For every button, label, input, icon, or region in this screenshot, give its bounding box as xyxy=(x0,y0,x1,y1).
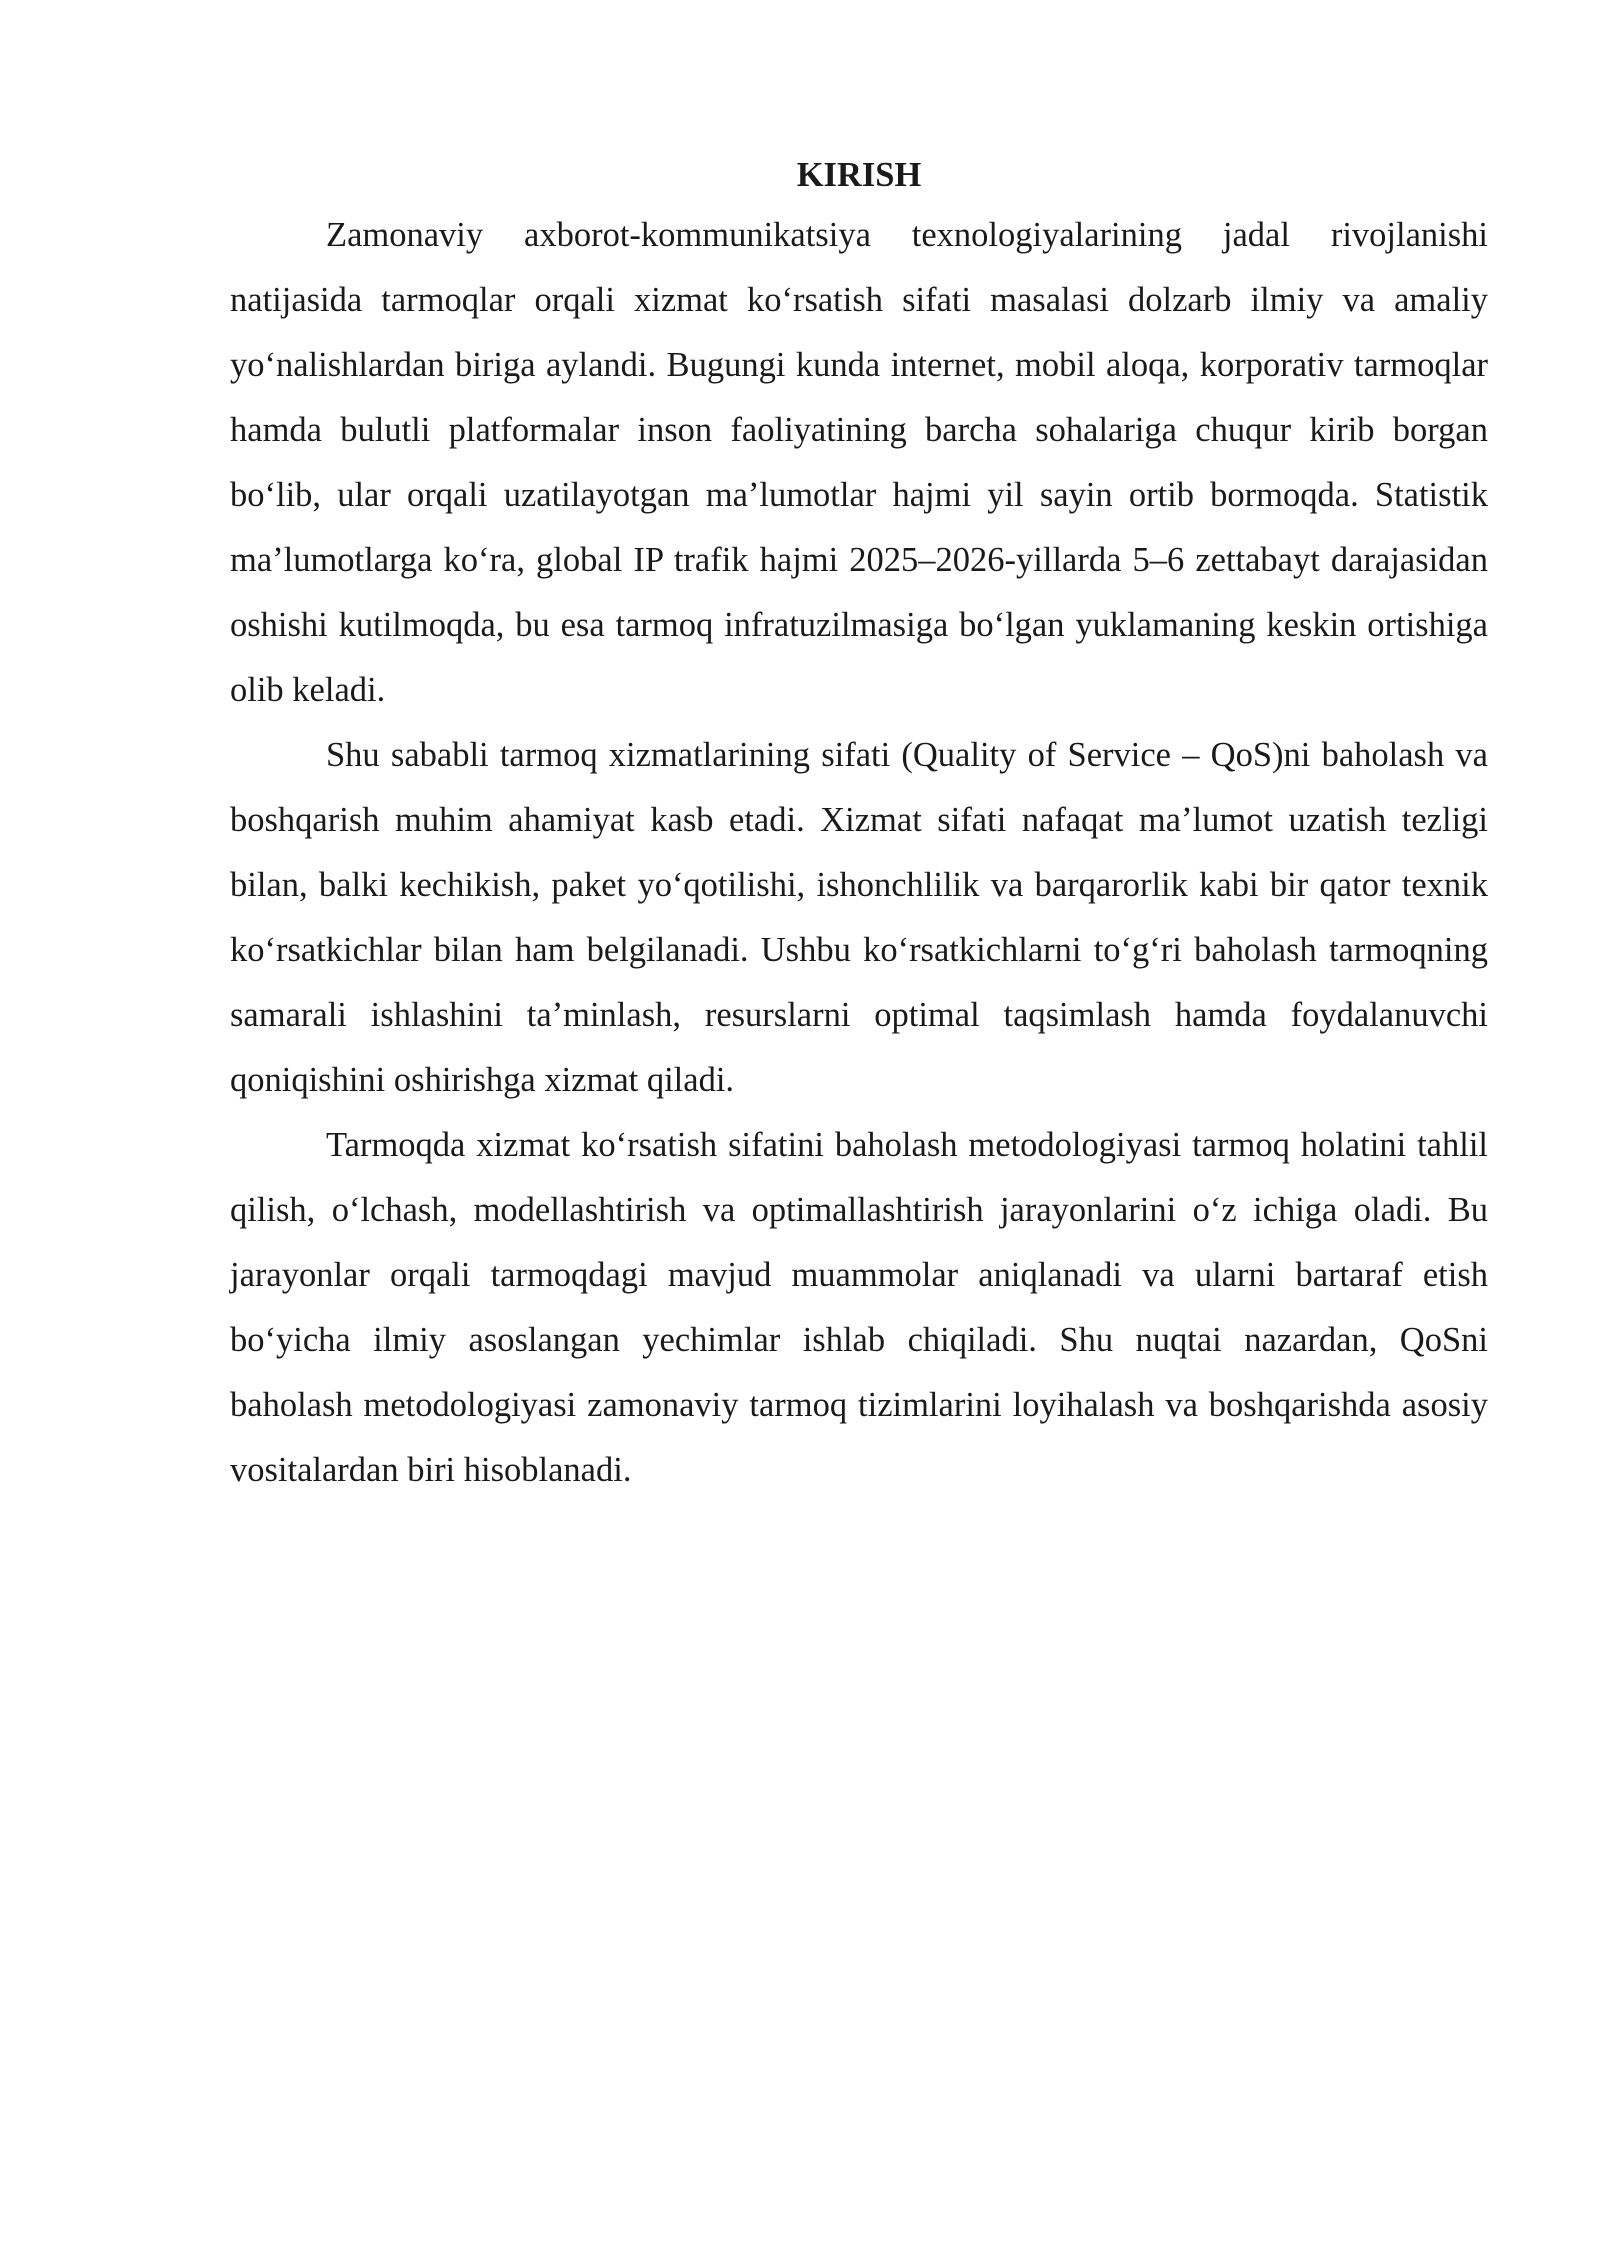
paragraph-1: Zamonaviy axborot-kommunikatsiya texnologiyalarining jadal rivojlanishi natijasida tarmoqlar orqali xizmat koʻrsatish sifati masalasi dolzarb ilmiy va amaliy yoʻnalishlardan biriga aylandi. Bugungi kunda internet, mobil aloqa, korporativ tarmoqlar hamda bulutli platformalar inson faoliyatining barcha sohalariga chuqur kirib borgan boʻlib, ular orqali uzatilayotgan maʼlumotlar hajmi yil sayin ortib bormoqda. Statistik maʼlumotlarga koʻra, global IP trafik hajmi 2025–2026-yillarda 5–6 zettabayt darajasidan oshishi kutilmoqda, bu esa tarmoq infratuzilmasiga boʻlgan yuklamaning keskin ortishiga olib keladi. xyxy=(230,216,1488,709)
document-page xyxy=(230,148,1488,1503)
section-title: KIRISH xyxy=(796,156,922,194)
paragraph-2: Shu sababli tarmoq xizmatlarining sifati (Quality of Service – QoS)ni baholash va boshqarish muhim ahamiyat kasb etadi. Xizmat sifati nafaqat maʼlumot uzatish tezligi bilan, balki kechikish, paket yoʻqotilishi, ishonchlilik va barqarorlik kabi bir qator texnik koʻrsatkichlar bilan ham belgilanadi. Ushbu koʻrsatkichlarni toʻgʻri baholash tarmoqning samarali ishlashini taʼminlash, resurslarni optimal taqsimlash hamda foydalanuvchi qoniqishini oshirishga xizmat qiladi. xyxy=(230,736,1488,1099)
paragraph-3: Tarmoqda xizmat koʻrsatish sifatini baholash metodologiyasi tarmoq holatini tahlil qilish, oʻlchash, modellashtirish va optimallashtirish jarayonlarini oʻz ichiga oladi. Bu jarayonlar orqali tarmoqdagi mavjud muammolar aniqlanadi va ularni bartaraf etish boʻyicha ilmiy asoslangan yechimlar ishlab chiqiladi. Shu nuqtai nazardan, QoSni baholash metodologiyasi zamonaviy tarmoq tizimlarini loyihalash va boshqarishda asosiy vositalardan biri hisoblanadi. xyxy=(230,1126,1488,1489)
